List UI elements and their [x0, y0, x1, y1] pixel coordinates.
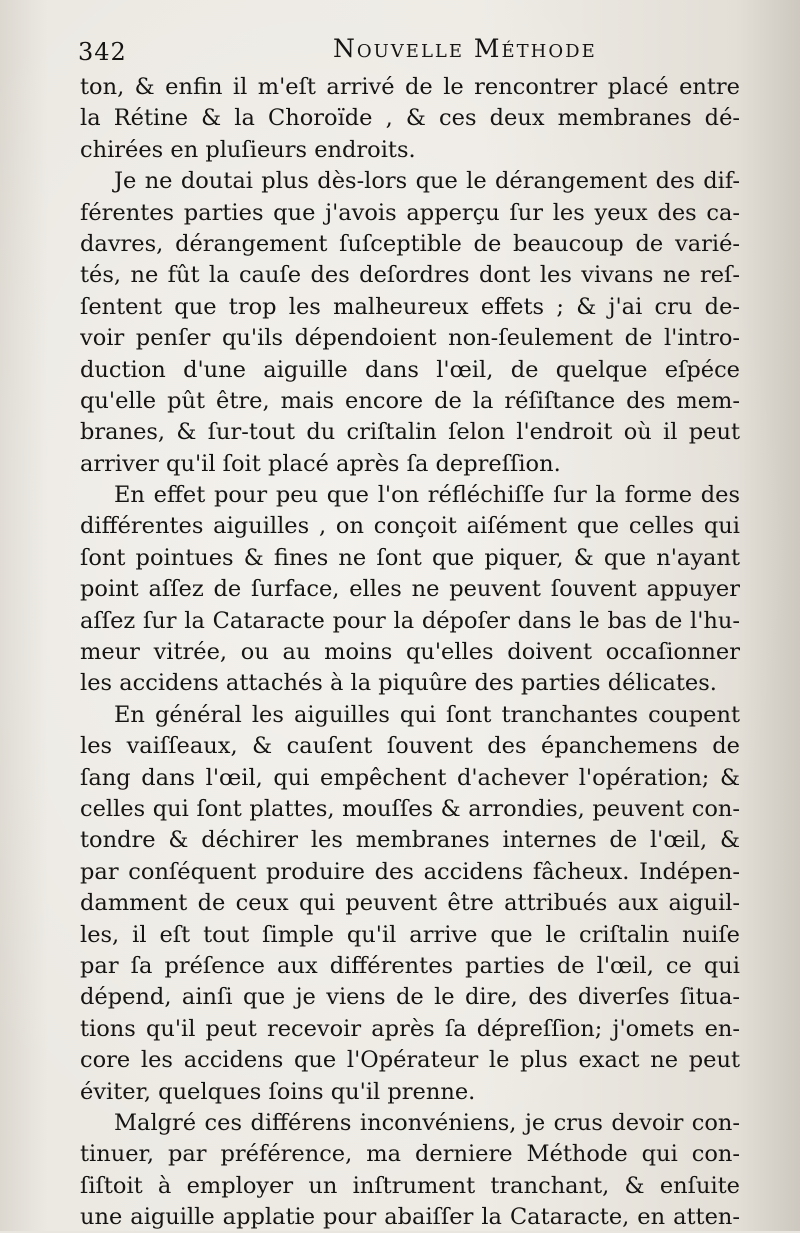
paragraph [80, 72, 740, 166]
text-line: tondre & déchirer les membranes internes de l'œil, & [80, 827, 740, 854]
text-line: éviter, quelques ſoins qu'il prenne. [80, 1078, 476, 1105]
text-line: tinuer, par préférence, ma derniere Méthode qui con- [80, 1141, 740, 1168]
text-line: arriver qu'il ſoit placé après ſa depreſſion. [80, 450, 561, 477]
text-line: En effet pour peu que l'on réfléchiſſe ſur la forme des [114, 482, 740, 509]
text-line: damment de ceux qui peuvent être attribués aux aiguil- [80, 890, 740, 917]
text-line: meur vitrée, ou au moins qu'elles doivent occaſionner [80, 639, 740, 666]
text-line: tions qu'il peut recevoir après ſa dépreſſion; j'omets en- [80, 1015, 740, 1042]
text-line: ton, & enfin il m'eſt arrivé de le rencontrer placé entre [80, 74, 740, 100]
text-line: différentes aiguilles , on conçoit aiſément que celles qui [80, 513, 740, 540]
text-line: dépend, ainſi que je viens de le dire, des diverſes ſitua- [80, 984, 740, 1011]
text-line: ſentent que trop les malheureux effets ; & j'ai cru de- [80, 293, 740, 320]
text-line: celles qui ſont plattes, mouſſes & arrondies, peuvent con- [80, 795, 740, 822]
text-line: chirées en pluſieurs endroits. [80, 136, 416, 163]
text-line: duction d'une aiguille dans l'œil, de quelque eſpéce [80, 356, 740, 383]
text-line: les vaiſſeaux, & cauſent ſouvent des épanchemens de [80, 733, 740, 760]
text-line: core les accidens que l'Opérateur le plus exact ne peut [80, 1047, 740, 1074]
text-line: une aiguille applatie pour abaiſſer la Cataracte, en atten- [80, 1204, 740, 1231]
page-header [78, 32, 738, 68]
text-line: tés, ne fût la cauſe des deſordres dont les vivans ne reſ- [80, 262, 740, 289]
text-line: En général les aiguilles qui ſont tranchantes coupent [114, 701, 740, 728]
paragraph [80, 1108, 740, 1233]
body-text [80, 72, 740, 1233]
paragraph [80, 480, 740, 700]
text-line: les, il eſt tout ſimple qu'il arrive que le criſtalin nuiſe [80, 921, 740, 948]
text-line: les accidens attachés à la piquûre des parties délicates. [80, 670, 717, 697]
paragraph [80, 166, 740, 480]
text-line: voir penſer qu'ils dépendoient non-ſeulement de l'intro- [80, 325, 740, 352]
text-line: ſont pointues & fines ne ſont que piquer, & que n'ayant [80, 544, 740, 571]
text-line: par conſéquent produire des accidens fâcheux. Indépen- [80, 858, 740, 885]
page-number: 342 [78, 38, 127, 66]
text-line: par ſa préſence aux différentes parties de l'œil, ce qui [80, 952, 740, 979]
text-line: ſang dans l'œil, qui empêchent d'achever l'opération; & [80, 764, 740, 791]
text-line: la Rétine & la Choroïde , & ces deux membranes dé- [80, 105, 740, 132]
text-line: ſiſtoit à employer un inſtrument tranchant, & enſuite [80, 1172, 740, 1199]
text-line: aſſez ſur la Cataracte pour la dépoſer dans le bas de l'hu- [80, 607, 740, 634]
text-line: qu'elle pût être, mais encore de la réſiſtance des mem- [80, 387, 740, 414]
paragraph [80, 700, 740, 1108]
text-line: point aſſez de ſurface, elles ne peuvent ſouvent appuyer [80, 576, 740, 603]
running-head: Nouvelle Méthode [333, 34, 597, 63]
text-line: branes, & ſur-tout du criſtalin ſelon l'endroit où il peut [80, 419, 740, 446]
text-line: davres, dérangement ſuſceptible de beaucoup de varié- [80, 230, 740, 257]
text-line: Malgré ces différens inconvéniens, je crus devoir con- [114, 1109, 740, 1136]
text-line: férentes parties que j'avois apperçu ſur les yeux des ca- [80, 199, 740, 226]
text-line: Je ne doutai plus dès-lors que le dérangement des dif- [114, 168, 740, 195]
